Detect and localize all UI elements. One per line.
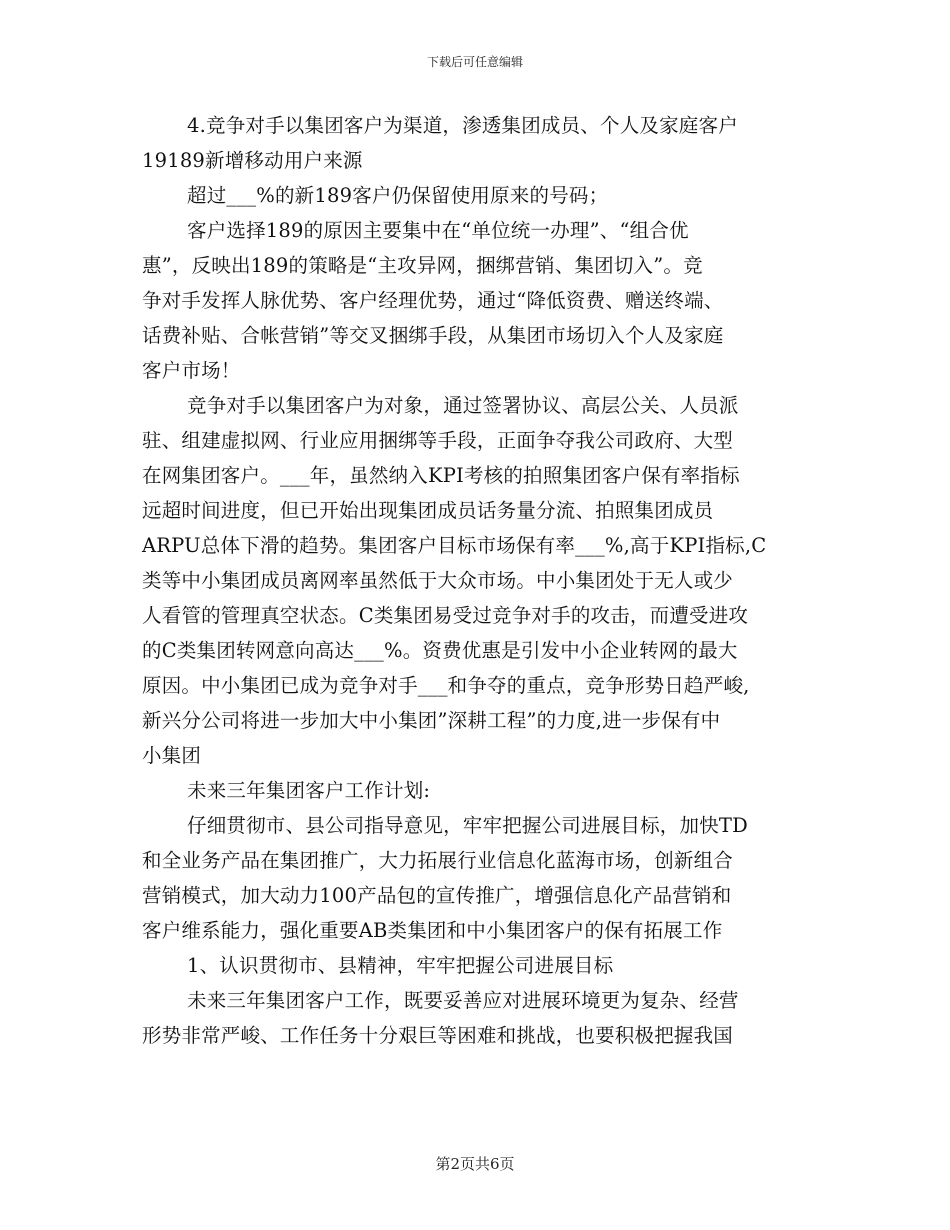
text-line: 形势非常严峻、工作任务十分艰巨等困难和挑战，也要积极把握我国 bbox=[142, 1024, 734, 1047]
text-line: ARPU总体下滑的趋势。集团客户目标市场保有率___%,高于KPI指标,C bbox=[142, 534, 767, 557]
text-line: 客户市场！ bbox=[142, 359, 241, 382]
paragraph-plan-summary bbox=[142, 808, 810, 948]
text-line: 新兴分公司将进一步加大中小集团”深耕工程”的力度,进一步保有中 bbox=[142, 709, 721, 732]
text-line: 小集团 bbox=[142, 744, 202, 767]
text-line: 争对手发挥人脉优势、客户经理优势，通过“降低资费、赠送终端、 bbox=[142, 289, 724, 312]
text-line: 惠”，反映出189的策略是“主攻异网，捆绑营销、集团切入”。竞 bbox=[142, 254, 703, 277]
text-line: 超过___%的新189客户仍保留使用原来的号码； bbox=[187, 184, 609, 207]
page-footer: 第2页共6页 bbox=[435, 1155, 515, 1173]
text-line: 客户选择189的原因主要集中在“单位统一办理”、“组合优 bbox=[187, 219, 689, 242]
document-body bbox=[142, 108, 810, 1053]
text-line: 未来三年集团客户工作，既要妥善应对进展环境更为复杂、经营 bbox=[187, 989, 739, 1012]
paragraph-group-competition bbox=[142, 388, 810, 773]
text-line: 话费补贴、合帐营销”等交叉捆绑手段，从集团市场切入个人及家庭 bbox=[142, 324, 724, 347]
text-line: 原因。中小集团已成为竞争对手___和争夺的重点，竞争形势日趋严峻, bbox=[142, 674, 750, 697]
text-line: 的C类集团转网意向高达___%。资费优惠是引发中小企业转网的最大 bbox=[142, 639, 738, 662]
text-line: 未来三年集团客户工作计划: bbox=[187, 779, 431, 802]
text-line: 在网集团客户。___年，虽然纳入KPI考核的拍照集团客户保有率指标 bbox=[142, 464, 740, 487]
page-header: 下载后可任意编辑 bbox=[426, 55, 523, 69]
section-heading-plan bbox=[142, 773, 810, 808]
text-line: 营销模式，加大动力100产品包的宣传推广，增强信息化产品营销和 bbox=[142, 884, 732, 907]
section-heading-1 bbox=[142, 948, 810, 983]
paragraph-three-year-work bbox=[142, 983, 810, 1053]
text-line: 竞争对手以集团客户为对象，通过签署协议、高层公关、人员派 bbox=[187, 394, 739, 417]
paragraph-number-retention bbox=[142, 178, 810, 213]
text-line: 19189新增移动用户来源 bbox=[142, 149, 363, 172]
text-line: 类等中小集团成员离网率虽然低于大众市场。中小集团处于无人或少 bbox=[142, 569, 734, 592]
text-line: 驻、组建虚拟网、行业应用捆绑等手段，正面争夺我公司政府、大型 bbox=[142, 429, 734, 452]
text-line: 仔细贯彻市、县公司指导意见，牢牢把握公司进展目标，加快TD bbox=[187, 814, 748, 837]
text-line: 人看管的管理真空状态。C类集团易受过竞争对手的攻击，而遭受进攻 bbox=[142, 604, 749, 627]
text-line: 客户维系能力，强化重要AB类集团和中小集团客户的保有拓展工作 bbox=[142, 919, 723, 942]
text-line: 1、认识贯彻市、县精神，牢牢把握公司进展目标 bbox=[187, 954, 614, 977]
text-line: 和全业务产品在集团推广，大力拓展行业信息化蓝海市场，创新组合 bbox=[142, 849, 734, 872]
text-line: 4.竞争对手以集团客户为渠道，渗透集团成员、个人及家庭客户 bbox=[187, 114, 738, 137]
paragraph-189-reasons bbox=[142, 213, 810, 388]
paragraph-competitor-channel bbox=[142, 108, 810, 178]
text-line: 远超时间进度，但已开始出现集团成员话务量分流、拍照集团成员 bbox=[142, 499, 714, 522]
